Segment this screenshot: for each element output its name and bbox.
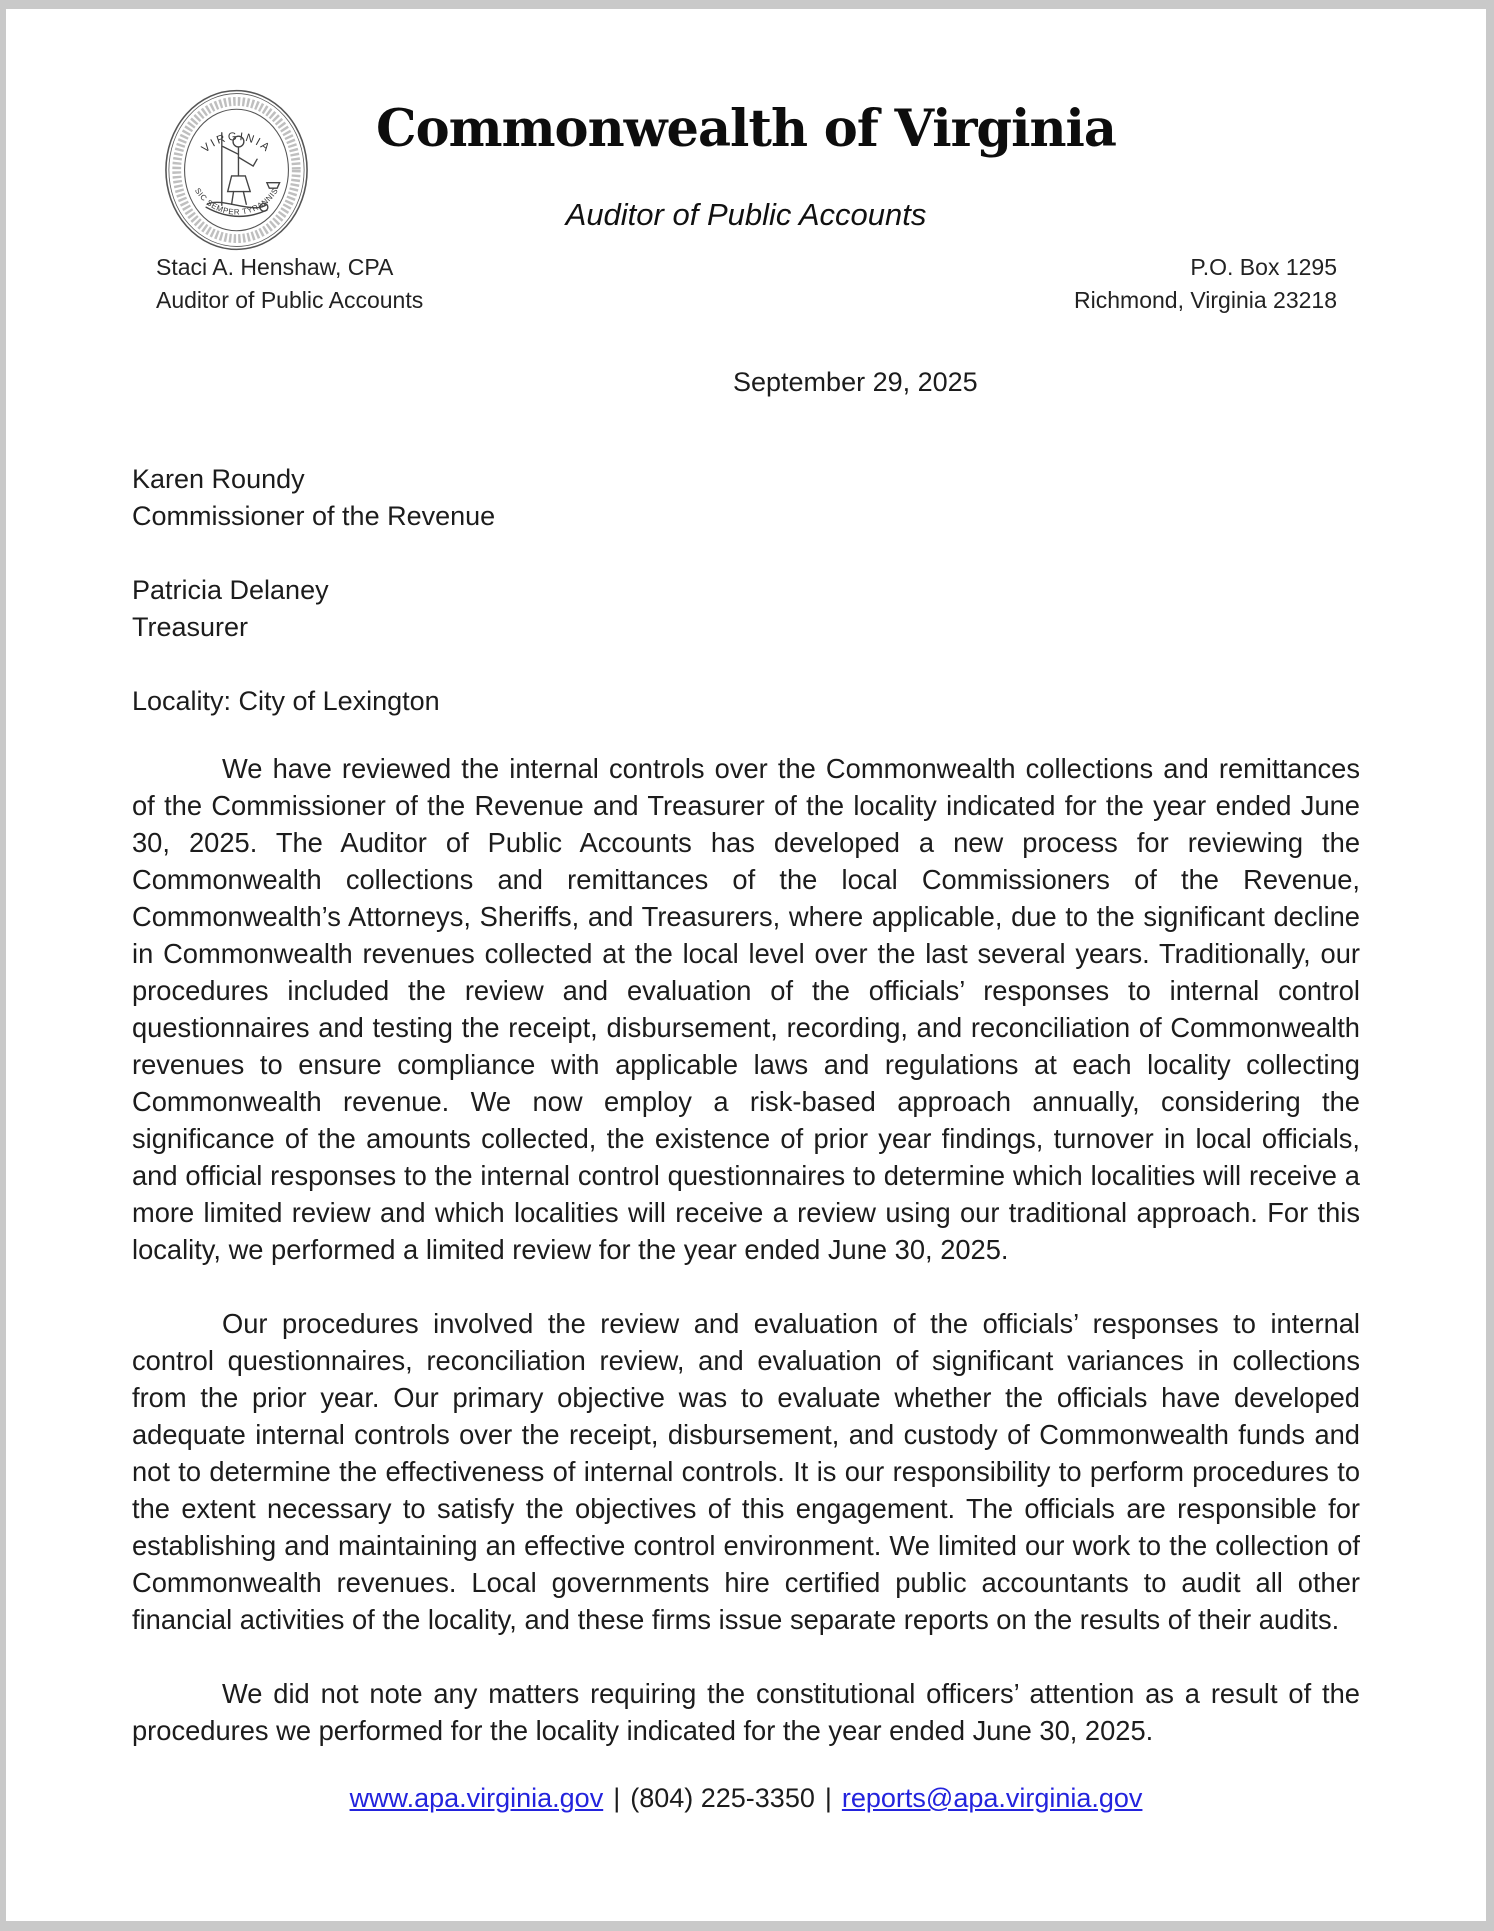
seal-text-bottom: SIC SEMPER TYRANNIS: [192, 186, 281, 217]
footer-phone: (804) 225-3350: [630, 1783, 815, 1813]
recipient-title: Treasurer: [132, 612, 249, 642]
body-paragraph-3: We did not note any matters requiring the constitutional officers’ attention as a result of the procedures we performed for the locality indicated for the year ended June 30, 2025.: [132, 1678, 1360, 1746]
official-name: Staci A. Henshaw, CPA: [156, 254, 394, 280]
body-paragraph-1: We have reviewed the internal controls over the Commonwealth collections and remittances of the Commissioner of the Revenue and Treasurer of the locality indicated for the year ended June 30, 2025. The Auditor of Public Accounts has developed a new process for reviewing the Commonwealth collections and remittances of the local Commissioners of the Revenue, Commonwealth’s Attorneys, Sheriffs, and Treasurers, where applicable, due to the significant decline in Commonwealth revenues collected at the local level over the last several years. Traditionally, our procedures included the review and evaluation of the officials’ responses to internal control questionnaires and testing the receipt, disbursement, recording, and reconciliation of Commonwealth revenues to ensure compliance with applicable laws and regulations at each locality collecting Commonwealth revenue. We now employ a risk-based approach annually, considering the significance of the amounts collected, the existence of prior year findings, turnover in local officials, and official responses to the internal control questionnaires to determine which localities will receive a more limited review and which localities will receive a review using our traditional approach. For this locality, we performed a limited review for the year ended June 30, 2025.: [132, 753, 1360, 1265]
letter-date: September 29, 2025: [733, 367, 978, 397]
footer-contact: [6, 1783, 1486, 1814]
address-line-1: P.O. Box 1295: [1190, 254, 1337, 280]
locality-line: Locality: City of Lexington: [132, 686, 440, 716]
recipient-1: [132, 461, 495, 535]
footer-separator: |: [613, 1783, 621, 1813]
footer-separator: |: [824, 1783, 832, 1813]
letter-page: [6, 9, 1486, 1921]
org-subtitle: Auditor of Public Accounts: [565, 197, 927, 232]
address-line-2: Richmond, Virginia 23218: [1074, 287, 1337, 313]
address-block: [1074, 251, 1337, 317]
recipient-title: Commissioner of the Revenue: [132, 501, 496, 531]
website-link[interactable]: www.apa.virginia.gov: [349, 1783, 604, 1813]
recipient-name: Patricia Delaney: [132, 575, 329, 605]
letter-body: [132, 750, 1360, 1786]
official-title: Auditor of Public Accounts: [156, 287, 424, 313]
org-title: Commonwealth of Virginia: [376, 99, 1116, 159]
official-block: [156, 251, 423, 317]
recipient-name: Karen Roundy: [132, 464, 305, 494]
recipient-2: [132, 572, 495, 646]
seal-text-top: VIRGINIA: [199, 130, 274, 156]
body-paragraph-2: Our procedures involved the review and evaluation of the officials’ responses to internal control questionnaires, reconciliation review, and evaluation of significant variances in collections from the prior year. Our primary objective was to evaluate whether the officials have developed adequate internal controls over the receipt, disbursement, and custody of Commonwealth funds and not to determine the effectiveness of internal controls. It is our responsibility to perform procedures to the extent necessary to satisfy the objectives of this engagement. The officials are responsible for establishing and maintaining an effective control environment. We limited our work to the collection of Commonwealth revenues. Local governments hire certified public accountants to audit all other financial activities of the locality, and these firms issue separate reports on the results of their audits.: [132, 1308, 1360, 1635]
recipient-section: [132, 461, 495, 720]
email-link[interactable]: reports@apa.virginia.gov: [841, 1783, 1143, 1813]
